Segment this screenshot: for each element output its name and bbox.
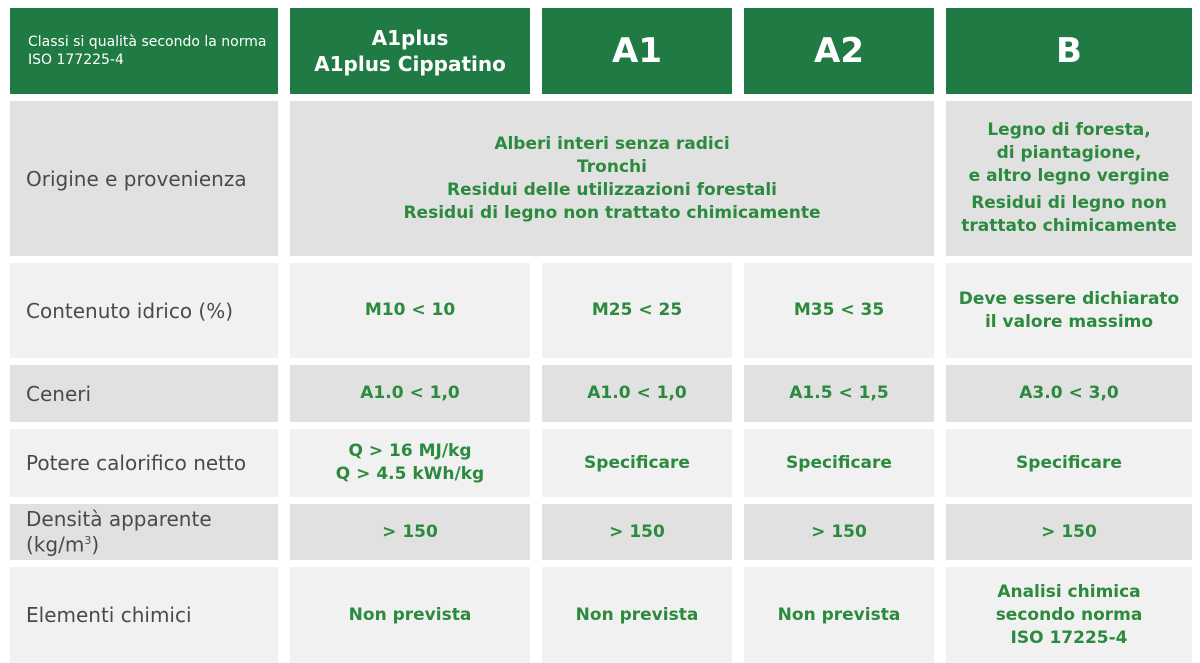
row-label-densita-line1: Densità apparente xyxy=(26,507,212,532)
potere-a2-value: Specificare xyxy=(786,452,892,473)
elementi-b-line: secondo norma xyxy=(995,604,1143,625)
header-label-cell xyxy=(10,8,278,94)
row-label-densita-unit: (kg/m xyxy=(26,532,85,557)
row-label-origine xyxy=(10,101,278,256)
potere-b xyxy=(946,429,1192,497)
contenuto-a1plus xyxy=(290,263,530,358)
densita-a1plus-value: > 150 xyxy=(382,521,438,542)
potere-a1-value: Specificare xyxy=(584,452,690,473)
row-label-contenuto-text: Contenuto idrico (%) xyxy=(26,298,234,323)
row-label-elementi-text: Elementi chimici xyxy=(26,603,192,627)
elementi-b-line: ISO 17225-4 xyxy=(1010,627,1128,648)
elementi-b-line: Analisi chimica xyxy=(997,581,1141,602)
contenuto-a2-value: M35 < 35 xyxy=(793,300,885,320)
origine-b-line: e altro legno vergine xyxy=(968,166,1170,186)
ceneri-a2 xyxy=(744,365,934,422)
elementi-a2-value: Non prevista xyxy=(777,604,901,625)
potere-a1 xyxy=(542,429,732,497)
header-a1-label: A1 xyxy=(612,31,662,71)
densita-b xyxy=(946,504,1192,560)
contenuto-b-line: Deve essere dichiarato xyxy=(958,288,1180,309)
row-label-potere xyxy=(10,429,278,497)
densita-b-value: > 150 xyxy=(1041,521,1097,542)
origine-a-line: Residui di legno non trattato chimicamente xyxy=(403,202,821,223)
potere-a1plus-line: Q > 16 MJ/kg xyxy=(348,441,472,461)
contenuto-a1 xyxy=(542,263,732,358)
elementi-a1-value: Non prevista xyxy=(575,604,699,625)
row-label-densita-text xyxy=(26,508,212,556)
elementi-a1plus xyxy=(290,567,530,663)
ceneri-a1-value: A1.0 < 1,0 xyxy=(587,383,687,403)
row-label-elementi xyxy=(10,567,278,663)
contenuto-a1-value: M25 < 25 xyxy=(591,300,683,320)
header-a1 xyxy=(542,8,732,94)
elementi-a2 xyxy=(744,567,934,663)
header-label: Classi si qualità secondo la norma ISO 177225-4 xyxy=(28,34,267,68)
header-a2 xyxy=(744,8,934,94)
densita-a1plus xyxy=(290,504,530,560)
origine-a-classes xyxy=(290,101,934,256)
header-a1plus-line2: A1plus Cippatino xyxy=(314,52,506,76)
contenuto-b xyxy=(946,263,1192,358)
contenuto-a1plus-value: M10 < 10 xyxy=(364,300,456,320)
origine-b-line: trattato chimicamente xyxy=(961,216,1177,236)
row-label-densita-end: ) xyxy=(91,532,100,557)
ceneri-a1plus xyxy=(290,365,530,422)
potere-b-value: Specificare xyxy=(1016,452,1122,473)
header-b xyxy=(946,8,1192,94)
potere-a2 xyxy=(744,429,934,497)
elementi-a1 xyxy=(542,567,732,663)
elementi-a1plus-value: Non prevista xyxy=(348,604,472,625)
ceneri-a2-value: A1.5 < 1,5 xyxy=(789,383,889,403)
potere-a1plus xyxy=(290,429,530,497)
header-a1plus-line1: A1plus xyxy=(371,26,449,50)
row-label-densita-line2 xyxy=(26,530,99,556)
row-label-contenuto xyxy=(10,263,278,358)
row-label-potere-text: Potere calorifico netto xyxy=(26,451,247,475)
elementi-b xyxy=(946,567,1192,663)
header-b-label: B xyxy=(1056,31,1082,71)
densita-a2 xyxy=(744,504,934,560)
origine-a-line: Tronchi xyxy=(577,156,647,177)
densita-a1-value: > 150 xyxy=(609,521,665,542)
row-label-densita-sup: 3 xyxy=(84,534,92,548)
contenuto-b-line: il valore massimo xyxy=(984,311,1154,332)
header-a2-label: A2 xyxy=(814,31,864,71)
row-label-ceneri xyxy=(10,365,278,422)
origine-b-line: Legno di foresta, xyxy=(987,120,1151,140)
row-label-densita xyxy=(10,504,278,560)
ceneri-b xyxy=(946,365,1192,422)
quality-classes-table xyxy=(10,8,1192,648)
densita-a2-value: > 150 xyxy=(811,521,867,542)
contenuto-a2 xyxy=(744,263,934,358)
header-a1plus xyxy=(290,8,530,94)
origine-b-line: Residui di legno non xyxy=(971,193,1167,213)
potere-a1plus-line: Q > 4.5 kWh/kg xyxy=(335,464,485,484)
ceneri-b-value: A3.0 < 3,0 xyxy=(1019,383,1119,403)
densita-a1 xyxy=(542,504,732,560)
row-label-ceneri-text: Ceneri xyxy=(26,381,92,406)
ceneri-a1 xyxy=(542,365,732,422)
origine-a-line: Alberi interi senza radici xyxy=(494,133,730,154)
origine-a-line: Residui delle utilizzazioni forestali xyxy=(447,179,777,200)
ceneri-a1plus-value: A1.0 < 1,0 xyxy=(360,383,460,403)
origine-b-line: di piantagione, xyxy=(996,143,1142,163)
row-label-origine-text: Origine e provenienza xyxy=(26,166,247,191)
origine-b xyxy=(946,101,1192,256)
